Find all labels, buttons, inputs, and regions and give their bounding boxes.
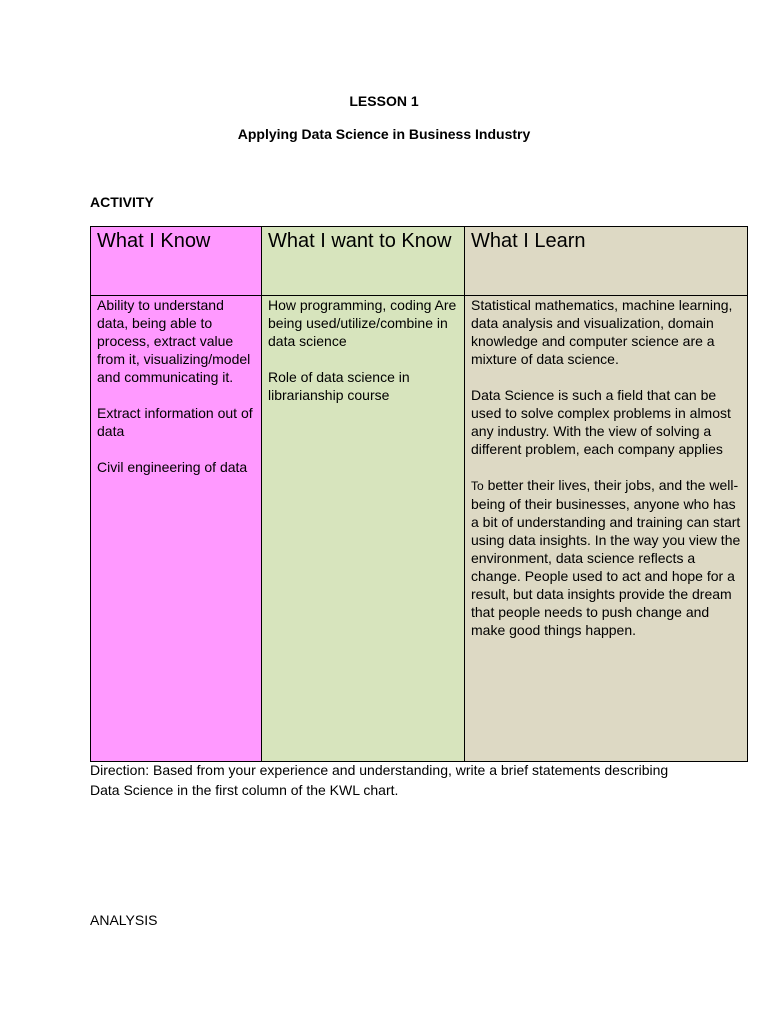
know-item: Civil engineering of data [97, 459, 248, 475]
want-cell [262, 296, 465, 762]
know-cell [91, 296, 262, 762]
know-item: Extract information out of data [97, 405, 253, 439]
lesson-title: Applying Data Science in Business Industry [237, 126, 531, 142]
header-what-i-want-to-know: What I want to Know [262, 227, 465, 296]
want-item: Role of data science in librarianship course [268, 369, 410, 403]
learn-cell [465, 296, 748, 762]
learn-item-first-word: To [471, 479, 484, 493]
learn-item: Statistical mathematics, machine learning, data analysis and visualization, domain knowledge and computer science are a mixture of data science. [471, 297, 733, 367]
direction-text: Direction: Based from your experience and understanding, write a brief statements describing Data Science in the first column of the KWL chart. [90, 762, 669, 798]
header-what-i-know: What I Know [91, 227, 262, 296]
kwl-chart [90, 226, 748, 762]
know-item: Ability to understand data, being able to process, extract value from it, visualizing/model and communicating it. [97, 297, 251, 385]
kwl-body-row [91, 296, 748, 762]
header-what-i-learn: What I Learn [465, 227, 748, 296]
analysis-heading: ANALYSIS [90, 912, 158, 928]
learn-item [471, 476, 741, 639]
want-item: How programming, coding Are being used/utilize/combine in data science [268, 297, 457, 349]
kwl-header-row [91, 227, 748, 296]
learn-item: Data Science is such a field that can be used to solve complex problems in almost any industry. With the view of solving a different problem, each company applies [471, 387, 731, 457]
lesson-number: LESSON 1 [349, 93, 419, 109]
activity-heading: ACTIVITY [90, 194, 154, 210]
learn-item-rest: better their lives, their jobs, and the well-being of their businesses, anyone who has a bit of understanding and training can start using data insights. In the way you view the environment, data science reflects a change. People used to act and hope for a result, but data insights provide the dream that people needs to push change and make good things happen. [471, 477, 741, 638]
